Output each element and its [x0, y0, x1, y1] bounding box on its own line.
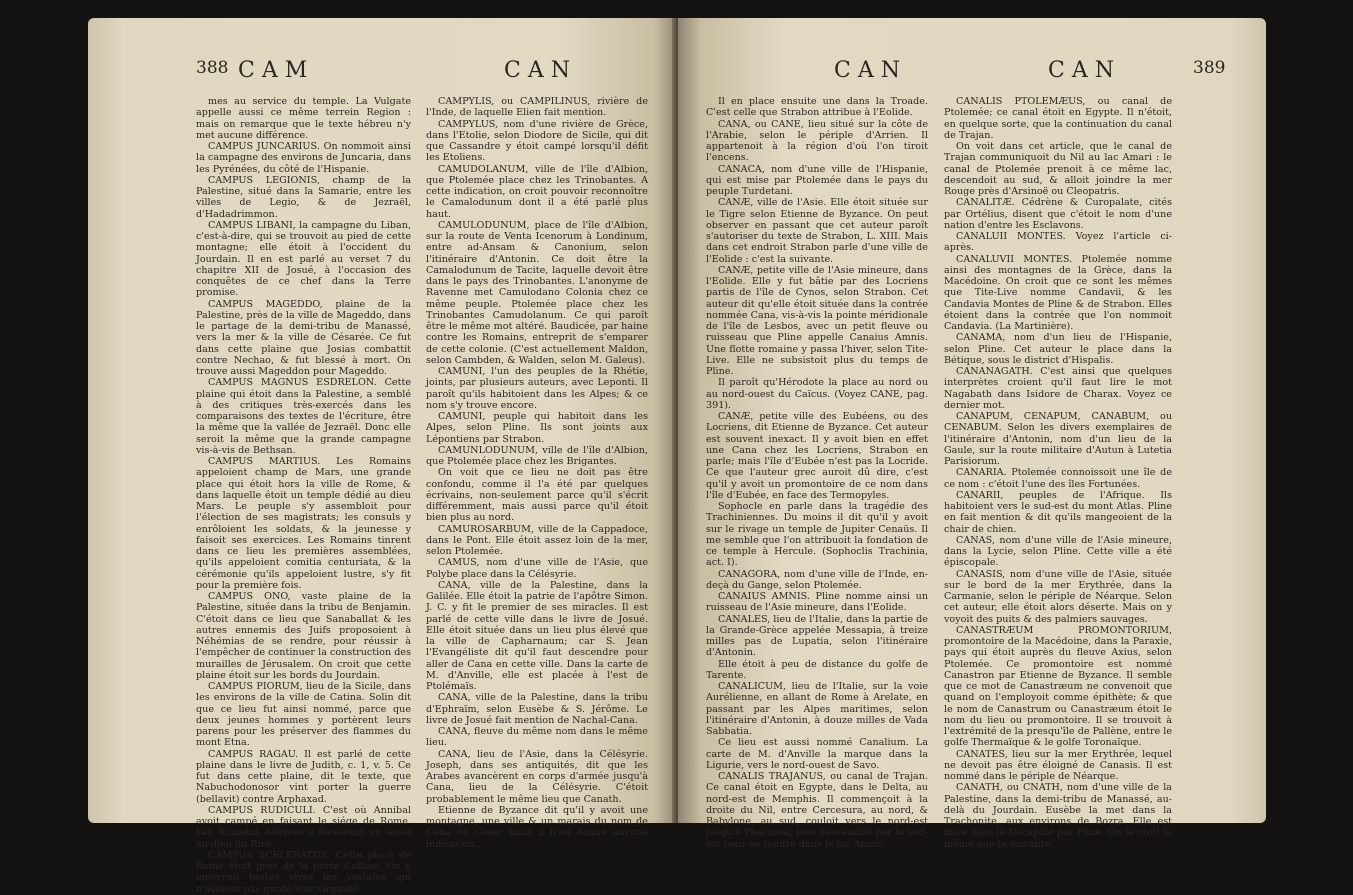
entry-paragraph: CAMPUS ONO, vaste plaine de la Palestine, située dans la tribu de Benjamin. C'étoit dans ce lieu que Sanaballat & les autres ennemis des Juifs proposoient à Néhémias de se rendre, pour réussir à l'empêcher de continuer la construction des murailles de Jérusalem. On croit que cette plaine étoit sur les bords du Jourdain. — [196, 591, 411, 681]
entry-paragraph: CANALICUM, lieu de l'Italie, sur la voie Aurélienne, en allant de Rome à Arelate, en passant par les Alpes maritimes, selon l'itinéraire d'Antonin, à douze milles de Vada Sabbatia. — [706, 681, 928, 737]
left-running-head: CAM — [238, 58, 315, 83]
right-running-head-left: CAN — [834, 58, 907, 83]
entry-paragraph: CANAPUM, CENAPUM, CANABUM, ou CENABUM. Selon les divers exemplaires de l'itinéraire d'Antonin, nom d'un lieu de la Gaule, sur la route militaire d'Autun à Lutetia Parisiorum. — [944, 411, 1172, 467]
right-page — [678, 18, 1266, 850]
entry-paragraph: mes au service du temple. La Vulgate appelle aussi ce même terrein Region : mais on remarque que le texte hébreu n'y met aucune différence. — [196, 96, 411, 141]
entry-paragraph: CANÆ, petite ville des Eubéens, ou des Locriens, dit Etienne de Byzance. Cet auteur est souvent inexact. Il y avoit bien en effet une Cana chez les Locriens, Strabon en parle; mais l'île d'Eubée n'est pas la Locride. Ce que l'auteur grec auroit dû dire, c'est qu'il y avoit un promontoire de ce nom dans l'île d'Eubée, en face des Termopyles. — [706, 411, 928, 501]
entry-paragraph: CAMPUS SCELERATUS. Cette place de Rome étoit près de la porte Colline. On y enterroit toutes vives les vestales qui n'avoient pas gardé leur virginité. — [196, 849, 411, 895]
left-col2-head: CAN — [504, 58, 577, 83]
entry-paragraph: CAMPYLUS, nom d'une rivière de Grèce, dans l'Etolie, selon Diodore de Sicile, qui dit que Cassandre y étoit campé lorsqu'il défit les Etoliens. — [426, 118, 648, 164]
entry-paragraph: CAMPYLIS, ou CAMPILINUS, rivière de l'Inde, de laquelle Elien fait mention. — [426, 96, 648, 119]
entry-paragraph: CANA, ville de la Palestine, dans la Galilée. Elle étoit la patrie de l'apôtre Simon. J. C. y fit le premier de ses miracles. Il est parlé de cette ville dans le livre de Josué. Elle étoit située dans un lieu plus élevé que la ville de Capharnaum; car S. Jean l'Evangéliste dit qu'il faut descendre pour aller de Cana en cette ville. Dans la carte de M. d'Anville, elle est placée à l'est de Ptolémaïs. — [426, 579, 648, 692]
entry-paragraph: CAMUROSARBUM, ville de la Cappadoce, dans le Pont. Elle étoit assez loin de la mer, selon Ptolemée. — [426, 523, 648, 557]
entry-paragraph: CANAMA, nom d'un lieu de l'Hispanie, selon Pline. Cet auteur le place dans la Bétique, sous le district d'Hispalis. — [944, 332, 1172, 366]
right-column-2 — [944, 96, 1172, 850]
entry-paragraph: CANARIA. Ptolemée connoissoit une île de ce nom : c'étoit l'une des îles Fortunées. — [944, 467, 1172, 490]
entry-paragraph: CANA, ou CANE, lieu situé sur la côte de l'Arabie, selon le périple d'Arrien. Il appartenoit à la région d'où l'on tiroit l'encens. — [706, 118, 928, 164]
entry-paragraph: CAMPUS JUNCARIUS. On nommoit ainsi la campagne des environs de Juncaria, dans les Pyrénées, du côté de l'Hispanie. — [196, 141, 411, 175]
entry-paragraph: On voit que ce lieu ne doit pas être confondu, comme il l'a été par quelques écrivains, non-seulement parce qu'il s'écrit différemment, mais aussi parce qu'il étoit bien plus au nord. — [426, 467, 648, 524]
entry-paragraph: On voit dans cet article, que le canal de Trajan communiquoit du Nil au lac Amari : le canal de Ptolemée prenoit à ce même lac, descendoit au sud, & alloit joindre la mer Rouge près d'Arsinoë ou Cleopatris. — [944, 141, 1172, 197]
entry-paragraph: CAMPUS LIBANI, la campagne du Liban, c'est-à-dire, qui se trouvoit au pied de cette montagne; elle étoit à l'occident du Jourdain. Il en est parlé au verset 7 du chapitre XII de Josué, à l'occasion des conquêtes de ce chef dans la Terre promise. — [196, 219, 411, 299]
entry-paragraph: Ce lieu est aussi nommé Canalium. La carte de M. d'Anville la marque dans la Ligurie, vers le nord-ouest de Savo. — [706, 737, 928, 771]
entry-paragraph: CANALES, lieu de l'Italie, dans la partie de la Grande-Grèce appelée Messapia, à treize milles pas de Lupatia, selon l'itinéraire d'Antonin. — [706, 613, 928, 659]
entry-paragraph: CANATH, ou CNATH, nom d'une ville de la Palestine, dans la demi-tribu de Manassé, au-delà du Jourdain. Eusèbe la met dans la Trachonite, aux environs de Bozra. Elle est mise dans la Décapole par Pline. On la croit la même que la suivante. — [944, 782, 1172, 850]
entry-paragraph: CANAGORA, nom d'une ville de l'Inde, en-deçà du Gange, selon Ptolemée. — [706, 568, 928, 591]
entry-paragraph: Il paroît qu'Hérodote la place au nord ou au nord-ouest du Caïcus. (Voyez CANE, pag. 391). — [706, 377, 928, 411]
entry-paragraph: Etienne de Byzance dit qu'il y avoit une montagne, une ville & un marais du nom de Cana ou Cane; mais il n'en donne aucune indication. — [426, 804, 648, 850]
entry-paragraph: CANAS, nom d'une ville de l'Asie mineure, dans la Lycie, selon Pline. Cette ville a été épiscopale. — [944, 534, 1172, 569]
entry-paragraph: CAMUNLODUNUM, ville de l'île d'Albion, que Ptolemée place chez les Brigantes. — [426, 444, 648, 467]
entry-paragraph: CANATES, lieu sur la mer Erythrée, lequel ne devoit pas être éloigné de Canasis. Il est nommé dans le périple de Néarque. — [944, 748, 1172, 782]
entry-paragraph: CANAIUS AMNIS. Pline nomme ainsi un ruisseau de l'Asie mineure, dans l'Eolide. — [706, 591, 928, 614]
entry-paragraph: CANÆ, petite ville de l'Asie mineure, dans l'Eolide. Elle y fut bâtie par des Locriens partis de l'île de Cynos, selon Strabon. Cet auteur dit qu'elle étoit située dans la contrée nommée Cana, vis-à-vis la pointe méridionale de l'île de Lesbos, avec un petit fleuve ou ruisseau que Pline appelle Canaius Amnis. Une flotte romaine y passa l'hiver, selon Tite-Live. Elle ne subsistoit plus du temps de Pline. — [706, 264, 928, 377]
entry-paragraph: CAMPUS PIORUM, lieu de la Sicile, dans les environs de la ville de Catina. Solin dit que ce lieu fut ainsi nommé, parce que deux jeunes hommes y portèrent leurs parens pour les préserver des flammes du mont Etna. — [196, 681, 411, 749]
right-running-head-right: CAN — [1048, 58, 1121, 83]
entry-paragraph: CANASTRÆUM PROMONTORIUM, promontoire de la Macédoine, dans la Paraxie, pays qui étoit auprès du fleuve Axius, selon Ptolemée. Ce promontoire est nommé Canastron par Etienne de Byzance. Il semble que ce mot de Canastræum ne convenoit que quand on l'employoit comme épithète; & que le nom de Canastrum ou Canastræum étoit le nom du lieu ou promontoire. Il se trouvoit à l'extrémité de la presqu'île de Pallène, entre le golfe Thermaïque & le golfe Toronaïque. — [944, 624, 1172, 749]
left-column-1 — [196, 96, 411, 895]
entry-paragraph: CANALIS TRAJANUS, ou canal de Trajan. Ce canal étoit en Egypte, dans le Delta, au nord-est de Memphis. Il commençoit à la droite du Nil, entre Cercesura, au nord, & Babylone, au sud, couloit vers le nord-est jusqu'à Phacussa, puis descendoit par le sud-est pour se rendre dans le lac Amari. — [706, 771, 928, 850]
entry-paragraph: CAMPUS RAGAU. Il est parlé de cette plaine dans le livre de Judith, c. 1, v. 5. Ce fut dans cette plaine, dit le texte, que Nabuchodonosor vint porter la guerre (bellavit) contre Arphaxad. — [196, 748, 411, 805]
entry-paragraph: CAMUDOLANUM, ville de l'île d'Albion, que Ptolemée place chez les Trinobantes. A cette indication, on croit pouvoir reconnoître le Camalodunum dont il a été parlé plus haut. — [426, 163, 648, 220]
left-page — [88, 18, 678, 895]
entry-paragraph: CANA, fleuve du même nom dans le même lieu. — [426, 726, 648, 749]
entry-paragraph: CAMPUS MAGNUS ESDRELON. Cette plaine qui étoit dans la Palestine, a semblé à des critiques très-exercés dans les comparaisons des textes de l'écriture, être la même que la vallée de Jezraël. Donc elle seroit la même que la grande campagne vis-à-vis de Bethsan. — [196, 377, 411, 456]
entry-paragraph: CANA, ville de la Palestine, dans la tribu d'Ephraïm, selon Eusèbe & S. Jérôme. Le livre de Josué fait mention de Nachal-Cana. — [426, 692, 648, 726]
entry-paragraph: CANALITÆ. Cédrène & Curopalate, cités par Ortélius, disent que c'étoit le nom d'une nation d'entre les Esclavons. — [944, 197, 1172, 231]
entry-paragraph: CAMUNI, peuple qui habitoit dans les Alpes, selon Pline. Ils sont joints aux Lépontiens par Strabon. — [426, 411, 648, 445]
entry-paragraph: CAMUS, nom d'une ville de l'Asie, que Polybe place dans la Célésyrie. — [426, 557, 648, 580]
entry-paragraph: Il en place ensuite une dans la Troade. C'est celle que Strabon attribue à l'Eolide. — [706, 96, 928, 119]
entry-paragraph: CAMPUS MAGEDDO, plaine de la Palestine, près de la ville de Mageddo, dans le partage de la demi-tribu de Manassé, vers la mer & la ville de Césarée. Ce fut dans cette plaine que Josias combattit contre Nechao, & fut blessé à mort. On trouve aussi Mageddon pour Mageddo. — [196, 298, 411, 377]
entry-paragraph: CANANAGATH. C'est ainsi que quelques interprètes croient qu'il faut lire le mot Nagabath dans Isidore de Charax. Voyez ce dernier mot. — [944, 366, 1172, 411]
entry-paragraph: CANALIS PTOLEMÆUS, ou canal de Ptolemée; ce canal étoit en Egypte. Il n'étoit, en quelque sorte, que la continuation du canal de Trajan. — [944, 96, 1172, 141]
right-page-number: 389 — [1193, 58, 1226, 78]
entry-paragraph: CAMUNI, l'un des peuples de la Rhétie, joints, par plusieurs auteurs, avec Leponti. Il paroît qu'ils habitoient dans les Alpes; & ce nom s'y trouve encore. — [426, 366, 648, 411]
entry-paragraph: CAMPUS LEGIONIS, champ de la Palestine, situé dans la Samarie, entre les villes de Legio, & de Jezraël, d'Hadadrimmon. — [196, 174, 411, 220]
entry-paragraph: Elle étoit à peu de distance du golfe de Tarente. — [706, 658, 928, 681]
entry-paragraph: Sophocle en parle dans la tragédie des Trachiniennes. Du moins il dit qu'il y avoit sur le rivage un temple de Jupiter Cenaüs. Il me semble que l'on attribuoit la fondation de ce temple à Hercule. (Sophoclis Trachinia, act. I). — [706, 501, 928, 569]
entry-paragraph: CANALUII MONTES. Voyez l'article ci-après. — [944, 231, 1172, 254]
entry-paragraph: CANA, lieu de l'Asie, dans la Célésyrie. Joseph, dans ses antiquités, dit que les Arabes avancèrent en corps d'armée jusqu'à Cana, lieu de la Célésyrie. C'étoit probablement le même lieu que Canath. — [426, 748, 648, 805]
entry-paragraph: CANASIS, nom d'une ville de l'Asie, située sur le bord de la mer Erythrée, dans la Carmanie, selon le périple de Néarque. Selon cet auteur, elle étoit alors déserte. Mais on y voyoit des puits & des palmiers sauvages. — [944, 568, 1172, 625]
entry-paragraph: CANALUVII MONTES. Ptolemée nomme ainsi des montagnes de la Grèce, dans la Macédoine. On croit que ce sont les mêmes que Tite-Live nomme Candavii, & les Candavia Montes de Pline & de Strabon. Elles étoient dans la contrée que l'on nommoit Candavia. (La Martinière). — [944, 253, 1172, 332]
left-column-2 — [426, 96, 648, 850]
entry-paragraph: CAMPUS MARTIUS. Les Romains appeloient champ de Mars, une grande place qui étoit hors la ville de Rome, & dans laquelle étoit un temple dédié au dieu Mars. Le peuple s'y assembloit pour l'élection de ses magistrats; les consuls y enrôloient les soldats, & la jeunesse y faisoit ses exercices. Les Romains tinrent dans ce lieu les premières assemblées, qu'ils appeloient comitia centuriata, & la cérémonie qu'ils appeloient lustre, s'y fit pour la première fois. — [196, 456, 411, 591]
entry-paragraph: CANÆ, ville de l'Asie. Elle étoit située sur le Tigre selon Etienne de Byzance. On peut observer en passant que cet auteur paroît s'autoriser du texte de Strabon, L. XIII. Mais dans cet endroit Strabon parle d'une ville de l'Eolide : c'est la suivante. — [706, 197, 928, 265]
entry-paragraph: CANARII, peuples de l'Afrique. Ils habitoient vers le sud-est du mont Atlas. Pline en fait mention & dit qu'ils mangeoient de la chair de chien. — [944, 489, 1172, 535]
right-column-1 — [706, 96, 928, 850]
left-page-number: 388 — [196, 58, 229, 78]
entry-paragraph: CANACA, nom d'une ville de l'Hispanie, qui est mise par Ptolemée dans le pays du peuple Turdetani. — [706, 163, 928, 197]
entry-paragraph: CAMPUS RUDICULI. C'est où Annibal avoit campé en faisant le siége de Rome. Les Romains délivrés y élevèrent un autel au dieu du Rire. — [196, 804, 411, 850]
entry-paragraph: CAMULODUNUM, place de l'île d'Albion, sur la route de Venta Icenorum à Londinum, entre ad-Ansam & Canonium, selon l'itinéraire d'Antonin. Ce doit être la Camalodunum de Tacite, laquelle devoit être dans le pays des Trinobantes. L'anonyme de Ravenne met Camulodano Colonia chez ce même peuple. Ptolemée place chez les Trinobantes Camudolanum. Ce qui paroît être le même mot altéré. Baudicée, par haine contre les Romains, entreprit de s'emparer de cette colonie. (C'est actuellement Maldon, selon Cambden, & Walden, selon M. Galeus). — [426, 219, 648, 366]
